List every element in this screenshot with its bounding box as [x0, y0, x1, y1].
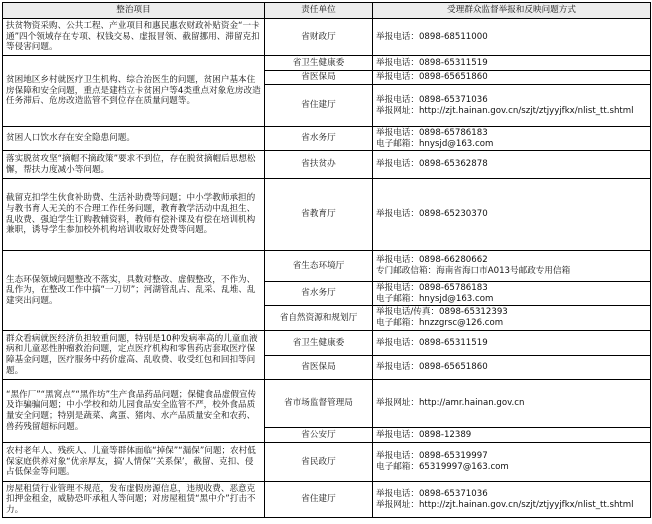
contact-cell: 举报电话：0898-65319997 电子邮箱：65319997@163.com [373, 443, 651, 482]
contact-cell: 举报电话：0898-65311519 [373, 56, 651, 71]
item-cell: 截留克扣学生伙食补助费、生活补助费等问题；中小学教师承担的与教书育人无关的不合理工作任务问题，教育教学活动中乱担生、乱收费、强迫学生订购教辅资料，教师有偿补课及有偿在培训机构兼职，诱导学生参加校外机构培训收取好处费等问题。 [3, 179, 265, 251]
contact-cell: 举报电话：0898-65371036 举报网址：http://zjt.hainan.gov.cn/szjt/ztjyyjfkx/nlist_tt.shtml [373, 85, 651, 127]
unit-cell: 省扶贫办 [265, 151, 373, 179]
contact-cell: 举报电话：0898-12389 [373, 428, 651, 443]
unit-cell: 省医保局 [265, 356, 373, 380]
unit-cell: 省水务厅 [265, 282, 373, 306]
contact-cell: 举报电话：0898-65651860 [373, 71, 651, 85]
unit-cell: 省水务厅 [265, 127, 373, 151]
unit-cell: 省住建厅 [265, 482, 373, 518]
header-unit: 责任单位 [265, 3, 373, 19]
unit-cell: 省民政厅 [265, 443, 373, 482]
contact-cell: 举报网址：http://amr.hainan.gov.cn [373, 380, 651, 428]
item-cell: 扶贫物资采购、公共工程、产业项目和惠民惠农财政补贴资金“一卡通”四个领域存在专项、权钱交易、虚报冒领、截留挪用、滞留克扣等侵害问题。 [3, 19, 265, 56]
table-container [2, 2, 650, 518]
contact-cell: 举报电话：0898-65651860 [373, 356, 651, 380]
table-row [3, 331, 651, 356]
unit-cell: 省医保局 [265, 71, 373, 85]
table-row [3, 151, 651, 179]
supervision-table [2, 2, 651, 518]
unit-cell: 省教育厅 [265, 179, 373, 251]
item-cell: 群众看病就医经济负担较重问题，特别是10种发病率高的儿童血液病和儿童恶性肿瘤救治问题，定点医疗机构和零售药店套取医疗保障基金问题，医疗服务中药价虚高、乱收费、收受红包和回扣等问题。 [3, 331, 265, 380]
contact-cell: 举报电话：0898-65230370 [373, 179, 651, 251]
table-row [3, 19, 651, 56]
table-row [3, 443, 651, 482]
item-cell: 房屋租赁行业管理不规范，发布虚假房源信息，违规收费、恶意克扣押金租金，威胁恐吓承租人等问题；对房屋租赁“黑中介”打击不力。 [3, 482, 265, 518]
unit-cell: 省卫生健康委 [265, 56, 373, 71]
unit-cell: 省财政厅 [265, 19, 373, 56]
unit-cell: 省生态环境厅 [265, 251, 373, 282]
contact-cell: 举报电话：0898-68511000 [373, 19, 651, 56]
unit-cell: 省市场监督管理局 [265, 380, 373, 428]
contact-cell: 举报电话：0898-65371036 举报网址：http://zjt.hainan.gov.cn/szjt/ztjyyjfkx/nlist_tt.shtml [373, 482, 651, 518]
header-item: 整治项目 [3, 3, 265, 19]
contact-cell: 举报电话：0898-65786183 电子邮箱：hnysjd@163.com [373, 282, 651, 306]
header-row [3, 3, 651, 19]
contact-cell: 举报电话/传真：0898-65312393 电子邮箱：hnzzgrsc@126.com [373, 306, 651, 331]
table-row [3, 179, 651, 251]
table-body [3, 19, 651, 518]
table-row [3, 56, 651, 71]
contact-cell: 举报电话：0898-65786183 电子邮箱：hnysjd@163.com [373, 127, 651, 151]
table-row [3, 482, 651, 518]
item-cell: 落实脱贫攻坚“摘帽不摘政策”要求不到位，存在脱贫摘帽后思想松懈，帮扶力度减小等问题。 [3, 151, 265, 179]
unit-cell: 省自然资源和规划厅 [265, 306, 373, 331]
contact-cell: 举报电话：0898-66280662 专门邮政信箱：海南省海口市A013号邮政专用信箱 [373, 251, 651, 282]
item-cell: 贫困人口饮水存在安全隐患问题。 [3, 127, 265, 151]
item-cell: 贫困地区乡村就医疗卫生机构、综合治医生的问题，贫困户基本住房保障和安全问题，重点是建档立卡贫困户等4类重点对象危房改造任务滞后、危房改造监管不到位存在质量问题等。 [3, 56, 265, 127]
contact-cell: 举报电话：0898-65362878 [373, 151, 651, 179]
contact-cell: 举报电话：0898-65311519 [373, 331, 651, 356]
item-cell: 生态环保领域问题整改不落实，具数对整改、虚假整改，不作为、乱作为，在整改工作中搞“一刀切”；河湖管乱占、乱采、乱堆、乱建突出问题。 [3, 251, 265, 331]
item-cell: 农村老年人、残疾人、儿童等群体面临“掉保”“漏保”问题；农村低保家庭供养对象“优亲厚友，搞‘人情保’‘关系保’，截留、克扣、侵占低保金等问题。 [3, 443, 265, 482]
unit-cell: 省卫生健康委 [265, 331, 373, 356]
table-row [3, 380, 651, 428]
unit-cell: 省公安厅 [265, 428, 373, 443]
table-row [3, 251, 651, 282]
unit-cell: 省住建厅 [265, 85, 373, 127]
header-contact: 受理群众监督举报和反映问题方式 [373, 3, 651, 19]
table-row [3, 127, 651, 151]
item-cell: “黑作厂”“黑窝点”“黑作坊”生产食品药品问题；保健食品虚假宣传及诈骗骗问题；中小学校和幼儿园食品安全监管不严，校外食品质量安全问题；特别是蔬菜、禽蛋、猪肉、水产品质量安全和农药、兽药残留超标问题。 [3, 380, 265, 443]
